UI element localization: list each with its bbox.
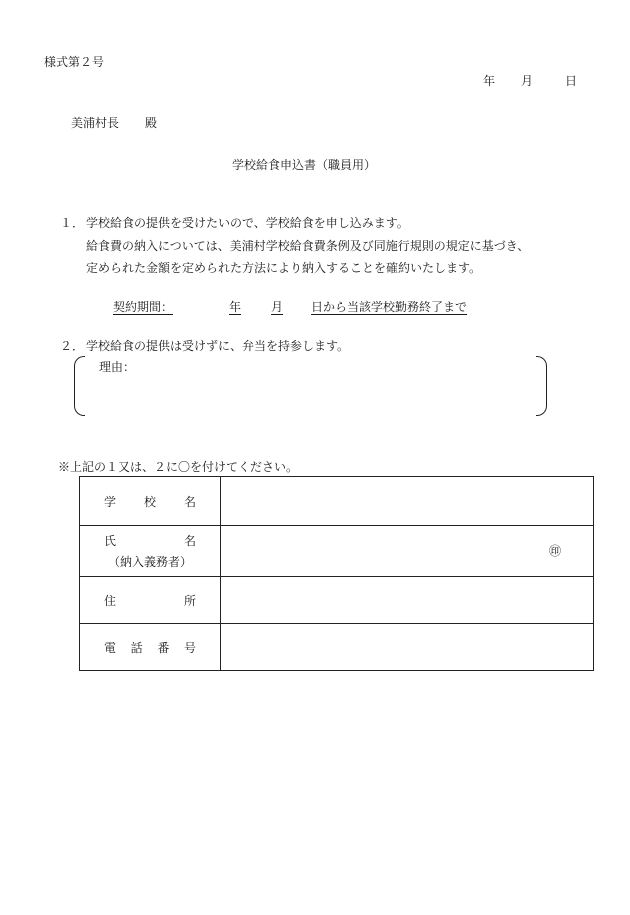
reason-label: 理由： [99,360,136,374]
name-field[interactable] [221,526,594,577]
name-sublabel: （納入義務者） [107,555,192,569]
address-field[interactable] [221,577,594,624]
phone-label-cell [80,624,221,671]
school-name-field[interactable] [221,477,594,526]
contract-label: 契約期間： [113,300,174,314]
contract-rest: 日から当該学校勤務終了まで [311,300,468,314]
document-title: 学校給食申込書（職員用） [232,158,377,172]
name-label-cell [80,526,221,577]
item1-line3: 定められた金額を定められた方法により納入することを確約いたします。 [86,261,482,275]
table-row [80,577,594,624]
school-name-label-cell [80,477,221,526]
date-line [483,72,585,89]
item1-line1: 学校給食の提供を受けたいので、学校給食を申し込みます。 [86,216,409,230]
date-day-label: 日 [565,74,578,88]
addressee [71,114,157,131]
addressee-name: 美浦村長 [71,116,120,130]
seal-mark: ㊞ [548,544,561,558]
item2-number: ２． [60,339,85,353]
item1-line2: 給食費の納入については、美浦村学校給食費条例及び同施行規則の規定に基づき、 [86,239,530,253]
item1-number: １． [60,216,85,230]
contract-month: 月 [271,300,284,314]
reason-bracket-left [74,356,85,416]
address-label: 住所 [104,593,196,608]
address-label-cell [80,577,221,624]
school-name-label: 学校名 [104,494,196,509]
phone-label: 電話番号 [104,640,196,655]
contract-period [113,298,467,315]
table-row [80,624,594,671]
table-row [80,526,594,577]
name-label: 氏名 [104,534,196,548]
date-month-label: 月 [521,74,534,88]
addressee-honorific: 殿 [145,116,158,130]
reason-bracket-right [536,356,547,416]
applicant-info-table [79,476,594,671]
table-row [80,477,594,526]
instruction-note: ※上記の１又は、２に〇を付けてください。 [58,460,299,474]
date-year-label: 年 [483,74,496,88]
phone-field[interactable] [221,624,594,671]
item2-text: 学校給食の提供は受けずに、弁当を持参します。 [86,339,350,353]
contract-year: 年 [229,300,242,314]
form-number: 様式第２号 [44,55,105,69]
